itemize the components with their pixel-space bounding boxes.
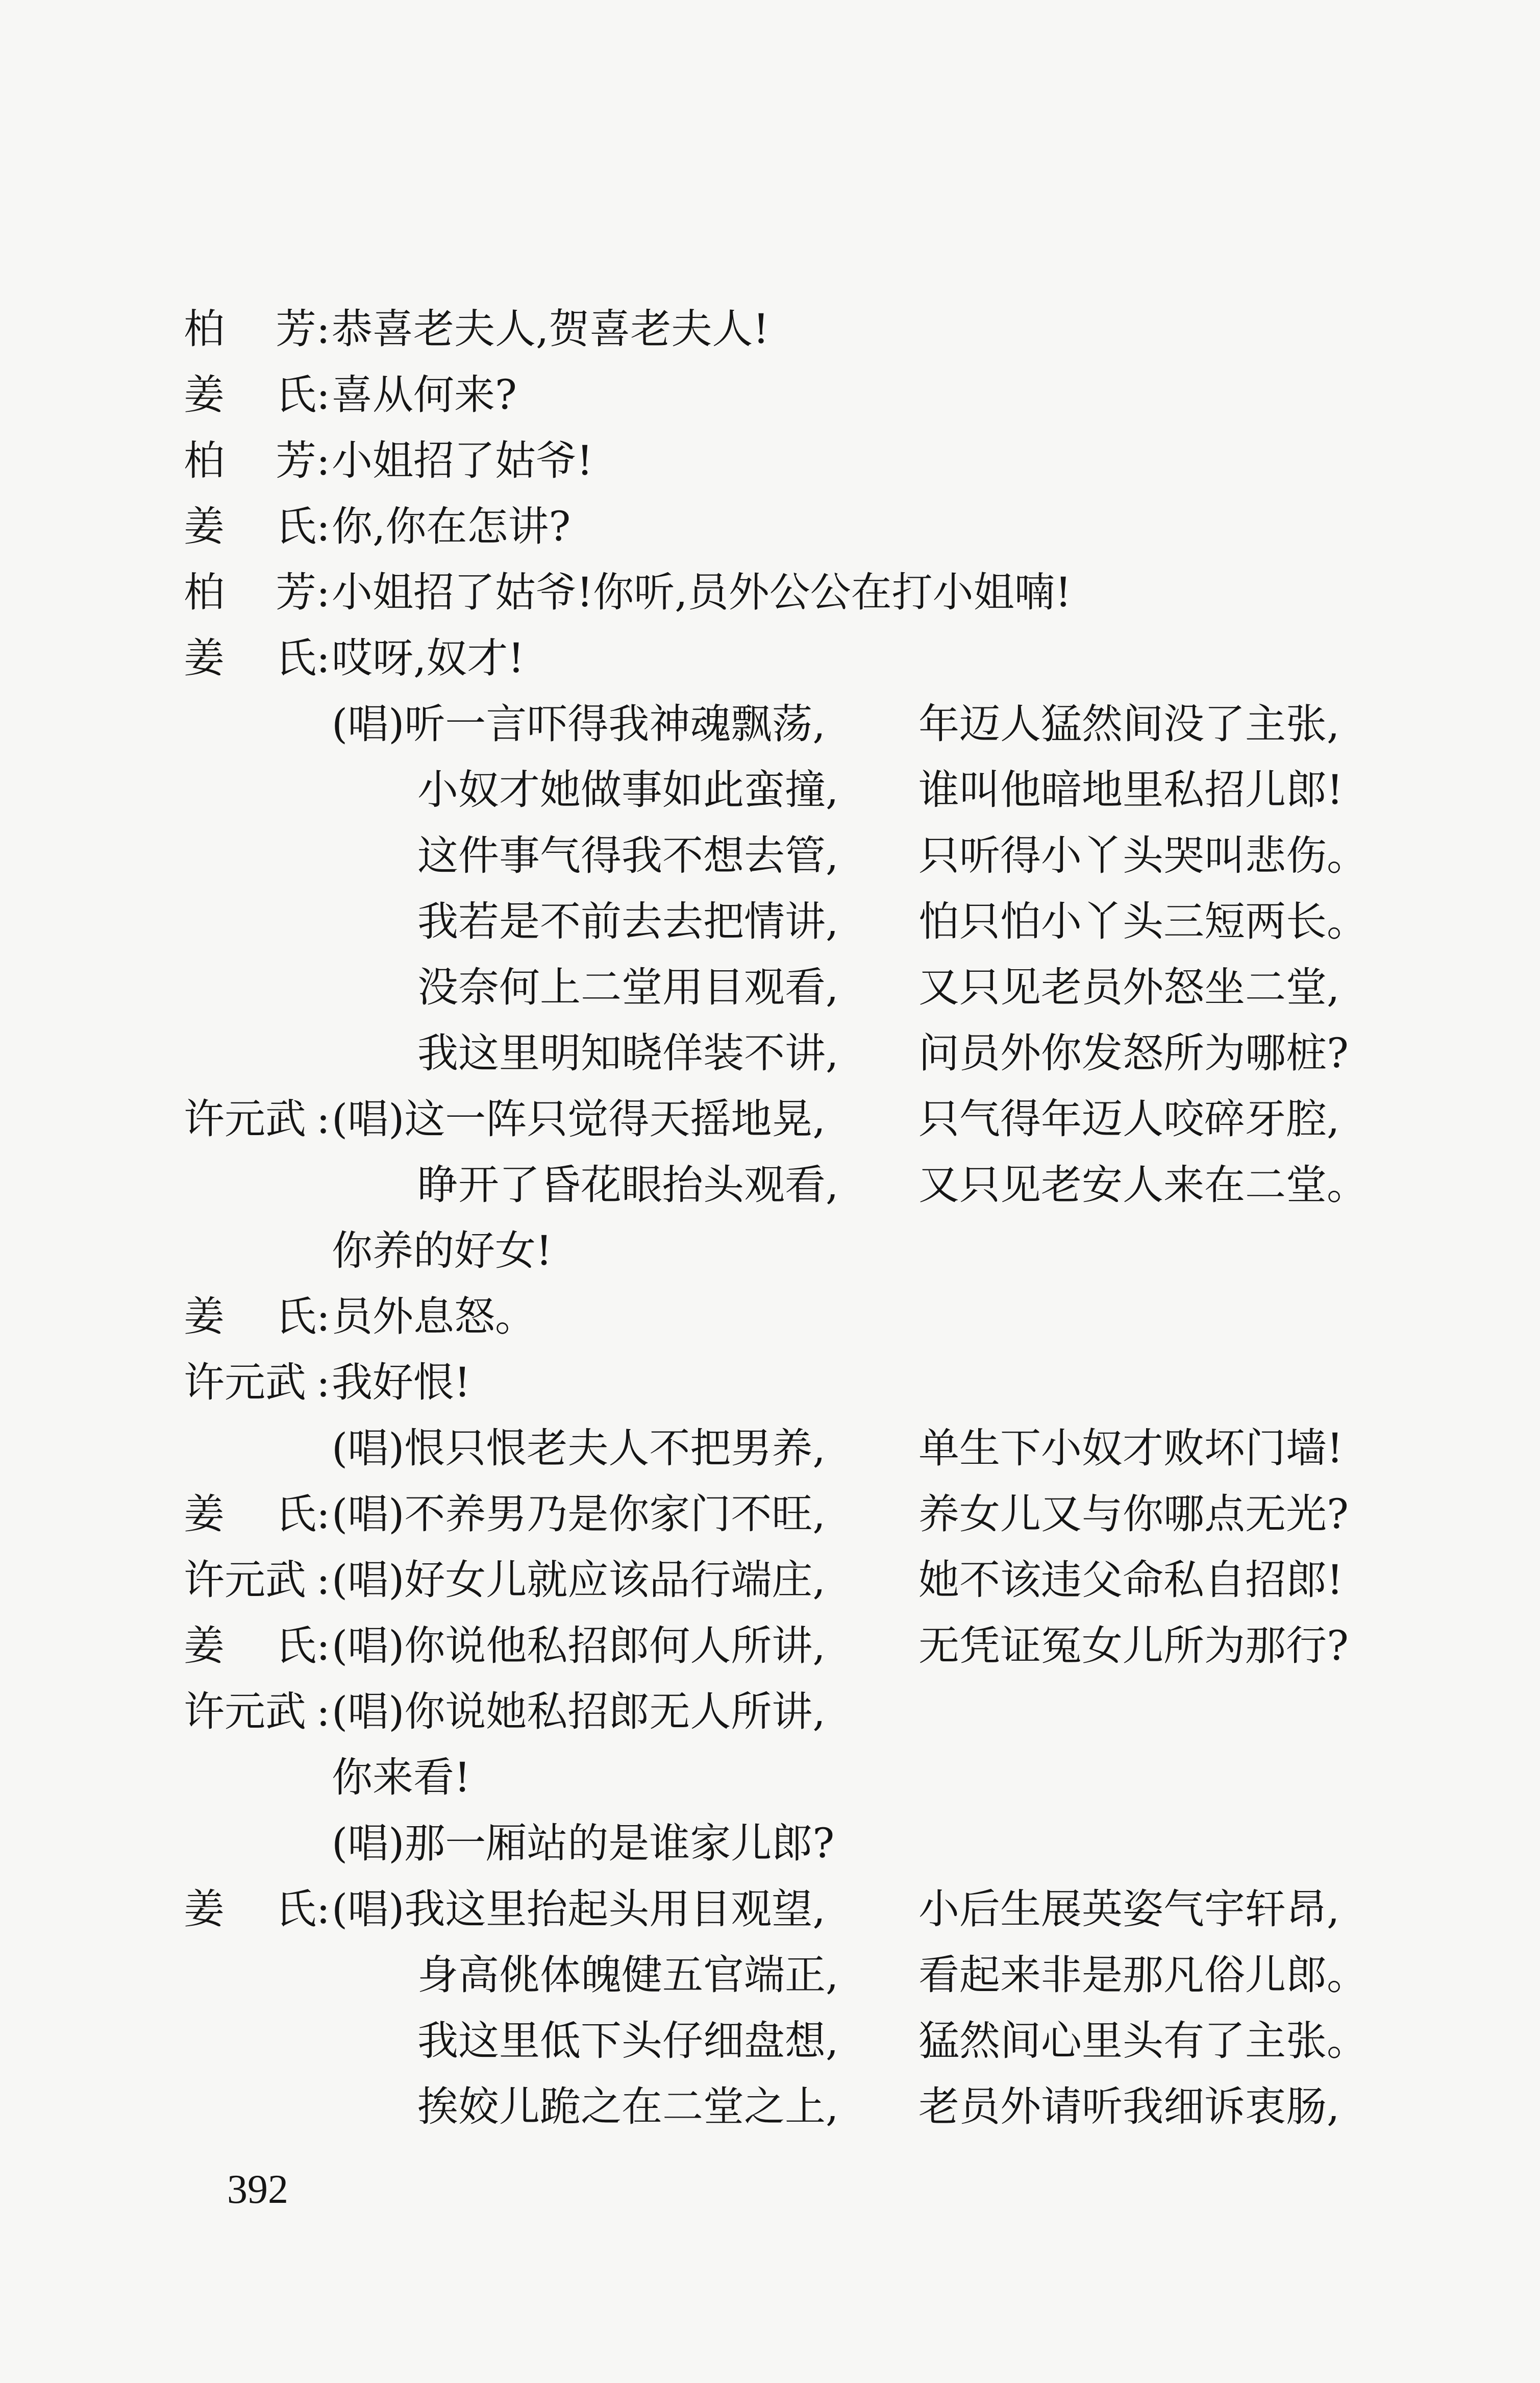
dialogue-line: 姜 氏 : 哎呀,奴才! <box>0 620 1540 697</box>
dialogue-text: 小姐招了姑爷! <box>332 437 593 484</box>
dialogue-text: 恭喜老夫人,贺喜老夫人! <box>332 305 769 353</box>
dialogue-text: 你养的好女! <box>332 1227 553 1274</box>
verse-right: 老员外请听我细诉衷肠, <box>918 2083 1340 2130</box>
dialogue-text: (唱)那一厢站的是谁家儿郎? <box>332 1820 835 1867</box>
verse-line <box>0 1015 1540 1092</box>
speaker: 许元武 : <box>184 1359 330 1406</box>
verse-line: 姜 氏 : (唱)我这里抬起头用目观望, 小后生展英姿气宇轩昂, <box>0 1871 1540 1948</box>
verse-right: 又只见老安人来在二堂。 <box>918 1161 1368 1209</box>
verse-right: 又只见老员外怒坐二堂, <box>918 964 1340 1011</box>
verse-right: 单生下小奴才败坏门墙! <box>918 1424 1344 1472</box>
verse-right: 看起来非是那凡俗儿郎。 <box>918 1951 1368 1999</box>
verse-right: 猛然间心里头有了主张。 <box>918 2017 1368 2065</box>
dialogue-text: 你,你在怎讲? <box>332 503 571 550</box>
verse-line: 姜 氏 : (唱)不养男乃是你家门不旺, 养女儿又与你哪点无光? <box>0 1476 1540 1553</box>
dialogue-text: 你来看! <box>332 1754 471 1801</box>
verse-line <box>0 1147 1540 1223</box>
verse-line <box>0 1674 1540 1750</box>
verse-line <box>0 1081 1540 1158</box>
verse-left: (唱)你说她私招郎无人所讲, <box>332 1688 826 1735</box>
verse-line <box>0 752 1540 828</box>
dialogue-text: 我好恨! <box>332 1359 471 1406</box>
verse-right: 只气得年迈人咬碎牙腔, <box>918 1095 1340 1143</box>
verse-line <box>0 2069 1540 2145</box>
verse-line <box>0 1937 1540 2013</box>
verse-left: (唱)我这里抬起头用目观望, <box>332 1885 826 1933</box>
dialogue-line: 柏 芳 : 恭喜老夫人,贺喜老夫人! <box>0 291 1540 367</box>
page-number: 392 <box>227 2167 288 2212</box>
dialogue-line <box>0 1344 1540 1421</box>
speaker: 许元武 : <box>184 1688 330 1735</box>
dialogue-text: 小姐招了姑爷!你听,员外公公在打小姐喃! <box>332 569 1072 616</box>
verse-right: 无凭证冤女儿所为那行? <box>918 1622 1349 1669</box>
dialogue-line: 姜 氏 : 员外息怒。 <box>0 1279 1540 1355</box>
verse-left: 身高佻体魄健五官端正, <box>417 1951 839 1999</box>
verse-right: 谁叫他暗地里私招儿郎! <box>918 766 1344 814</box>
verse-left: (唱)听一言吓得我神魂飘荡, <box>332 700 826 748</box>
verse-right: 年迈人猛然间没了主张, <box>918 700 1340 748</box>
verse-line <box>0 1410 1540 1487</box>
verse-right: 她不该违父命私自招郎! <box>918 1556 1344 1604</box>
dialogue-text: 喜从何来? <box>332 371 517 419</box>
verse-left: 睁开了昏花眼抬头观看, <box>417 1161 839 1209</box>
verse-left: (唱)你说他私招郎何人所讲, <box>332 1622 826 1669</box>
dialogue-line: 姜 氏 : 喜从何来? <box>0 357 1540 433</box>
dialogue-line: 柏 芳 : 小姐招了姑爷! <box>0 423 1540 499</box>
verse-left: 没奈何上二堂用目观看, <box>417 964 839 1011</box>
verse-line: 姜 氏 : (唱)你说他私招郎何人所讲, 无凭证冤女儿所为那行? <box>0 1608 1540 1684</box>
dialogue-text: 哎呀,奴才! <box>332 634 525 682</box>
verse-line <box>0 949 1540 1026</box>
dialogue-text: 员外息怒。 <box>332 1293 536 1340</box>
verse-left: (唱)恨只恨老夫人不把男养, <box>332 1424 826 1472</box>
verse-left: 这件事气得我不想去管, <box>417 832 839 879</box>
verse-line <box>0 686 1540 763</box>
dialogue-line <box>0 1739 1540 1816</box>
verse-left: 我这里低下头仔细盘想, <box>417 2017 839 2065</box>
verse-left: (唱)这一阵只觉得天摇地晃, <box>332 1095 826 1143</box>
verse-right: 怕只怕小丫头三短两长。 <box>918 898 1368 945</box>
verse-line <box>0 818 1540 894</box>
verse-left: 挨姣儿跪之在二堂之上, <box>417 2083 839 2130</box>
verse-left: (唱)不养男乃是你家门不旺, <box>332 1490 826 1538</box>
verse-line <box>0 883 1540 960</box>
verse-right: 问员外你发怒所为哪桩? <box>918 1029 1349 1077</box>
dialogue-line: 柏 芳 : 小姐招了姑爷!你听,员外公公在打小姐喃! <box>0 554 1540 631</box>
dialogue-line <box>0 1213 1540 1289</box>
speaker: 许元武 : <box>184 1556 330 1604</box>
speaker: 许元武 : <box>184 1095 330 1143</box>
verse-right: 只听得小丫头哭叫悲伤。 <box>918 832 1368 879</box>
dialogue-line <box>0 1805 1540 1882</box>
verse-line <box>0 1542 1540 1618</box>
verse-line <box>0 2003 1540 2079</box>
verse-left: 我若是不前去去把情讲, <box>417 898 839 945</box>
verse-right: 小后生展英姿气宇轩昂, <box>918 1885 1340 1933</box>
verse-left: 我这里明知晓佯装不讲, <box>417 1029 839 1077</box>
verse-right: 养女儿又与你哪点无光? <box>918 1490 1349 1538</box>
verse-left: (唱)好女儿就应该品行端庄, <box>332 1556 826 1604</box>
verse-left: 小奴才她做事如此蛮撞, <box>417 766 839 814</box>
dialogue-line: 姜 氏 : 你,你在怎讲? <box>0 488 1540 565</box>
